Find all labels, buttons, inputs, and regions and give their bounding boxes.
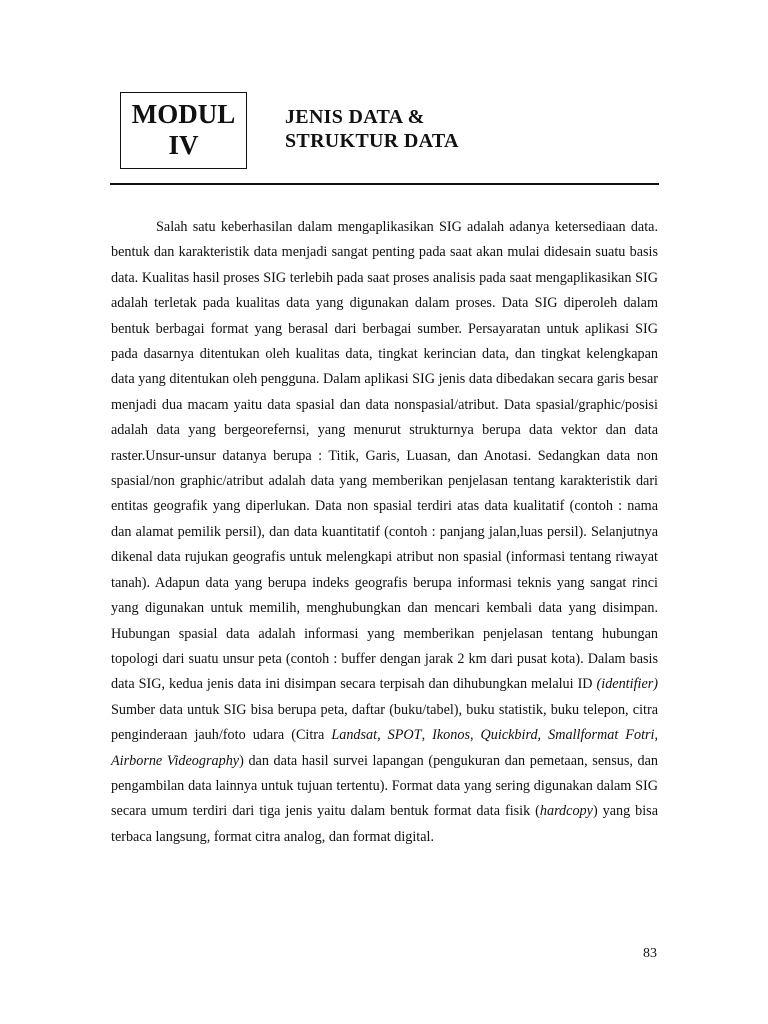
header-divider: [110, 183, 659, 185]
text-run: Sumber data untuk SIG bisa berupa peta, daftar (buku/tabel), buku statistik, buku telepon, citra penginderaan jauh/foto udara (Citra: [111, 701, 658, 744]
text-run-italic: Smallformat Fotri: [548, 727, 655, 744]
text-run: ,: [469, 727, 481, 744]
module-label-box: [120, 92, 247, 169]
text-run-italic: SPOT: [387, 727, 422, 744]
module-label: MODUL: [131, 99, 236, 129]
text-run: ,: [377, 727, 388, 744]
body-paragraph: [111, 215, 658, 850]
text-run-italic: Airborne Videography: [111, 752, 240, 769]
text-run: Salah satu keberhasilan dalam mengaplikasikan SIG adalah adanya ketersediaan data. bentuk dan karakteristik data menjadi sangat penting pada saat akan mulai didesain suatu basis data. Kualitas hasil proses SIG terlebih pada saat proses analisis pada saat mengaplikasikan SIG adalah terletak pada kualitas data yang digunakan dalam proses. Data SIG diperoleh dalam bentuk berbagai format yang berasal dari berbagai sumber. Persayaratan untuk aplikasi SIG pada dasarnya ditentukan oleh kualitas data, tingkat kerincian data, dan tingkat kelengkapan data yang ditentukan oleh pengguna. Dalam aplikasi SIG jenis data dibedakan secara garis besar menjadi dua macam yaitu data spasial dan data nonspasial/atribut. Data spasial/graphic/posisi adalah data yang bergeorefernsi, yang menurut strukturnya berupa data vektor dan data raster.Unsur-unsur datanya berupa : Titik, Garis, Luasan, dan Anotasi. Sedangkan data non spasial/non graphic/atribut adalah data yang memberikan penjelasan tentang karakteristik dari entitas geografik yang diperlukan. Data non spasial terdiri atas data kualitatif (contoh : nama dan alamat pemilik persil), dan data kuantitatif (contoh : panjang jalan,luas persil). Selanjutnya dikenal data rujukan geografis untuk melengkapi atribut non spasial (informasi tentang riwayat tanah). Adapun data yang berupa indeks geografis berupa informasi teknis yang sangat rinci yang digunakan untuk memilih, menghubungkan dan mencari kembali data yang disimpan. Hubungan spasial data adalah informasi yang memberikan penjelasan tentang hubungan topologi dari suatu unsur peta (contoh : buffer dengan jarak 2 km dari pusat kota). Dalam basis data SIG, kedua jenis data ini disimpan secara terpisah dan dihubungkan melalui ID: [111, 219, 658, 693]
page-number: 83: [643, 946, 657, 961]
chapter-title-line-2: STRUKTUR DATA: [285, 130, 459, 152]
text-run: ,: [654, 727, 659, 744]
text-run-italic: Ikonos: [432, 727, 470, 744]
chapter-title: [285, 105, 459, 153]
text-run: ,: [537, 727, 549, 744]
text-run: ) yang bisa terbaca langsung, format citra analog, dan format digital.: [111, 803, 658, 845]
module-number: IV: [168, 130, 199, 160]
text-run-italic: hardcopy: [539, 803, 593, 820]
text-run: ) dan data hasil survei lapangan (pengukuran dan pemetaan, sensus, dan pengambilan data lainnya untuk tujuan tertentu). Format data yang sering digunakan dalam SIG secara umum terdiri dari tiga jenis yaitu dalam bentuk format data fisik (: [111, 752, 658, 820]
chapter-title-line-1: JENIS DATA &: [285, 106, 425, 128]
text-run: ,: [421, 727, 433, 744]
text-run-italic: Landsat: [331, 727, 378, 744]
text-run-italic: Quickbird: [480, 727, 538, 744]
text-run-italic: (identifier): [596, 676, 658, 693]
